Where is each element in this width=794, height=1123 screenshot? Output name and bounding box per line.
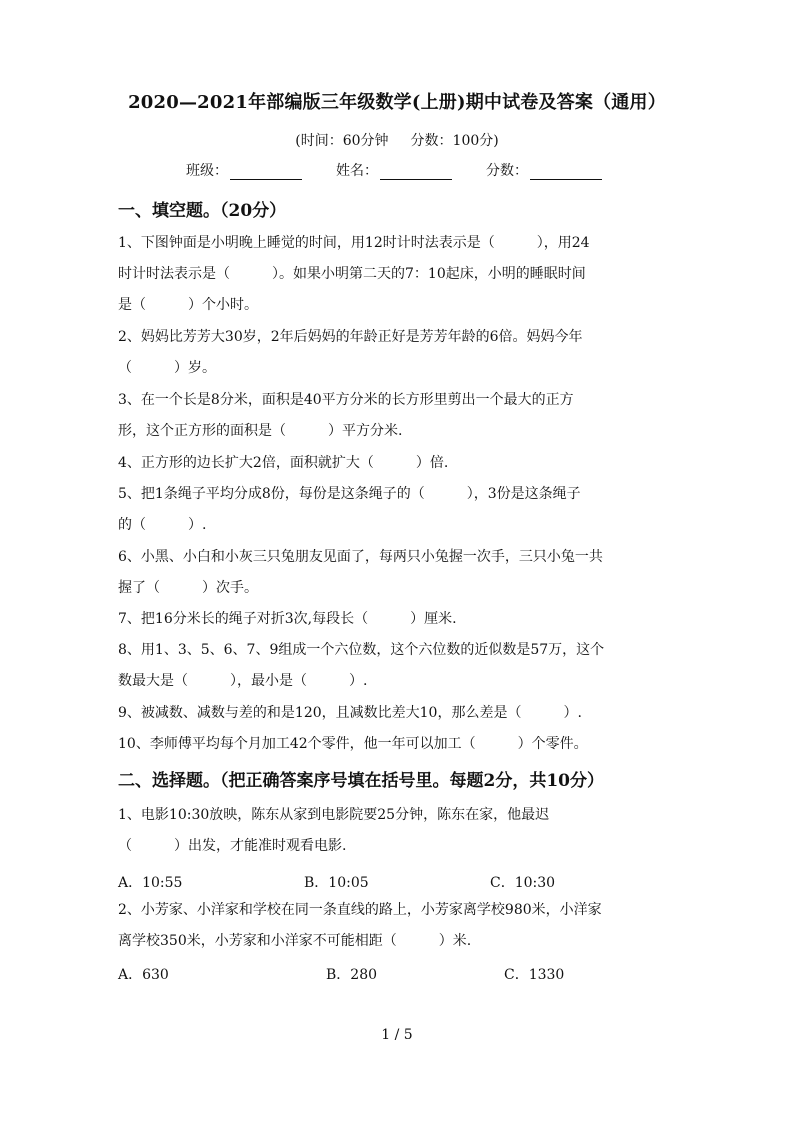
option-c[interactable]: C．10:30 — [490, 875, 556, 891]
exam-time: (时间：60分钟 — [295, 133, 389, 149]
name-blank[interactable] — [380, 163, 452, 180]
question-item — [118, 448, 678, 479]
question-line: 的（ ）. — [118, 517, 207, 533]
name-label: 姓名： — [336, 163, 378, 179]
question-line: 1、下图钟面是小明晚上睡觉的时间，用12时计时法表示是（ ），用24 — [118, 235, 590, 251]
class-blank[interactable] — [230, 163, 302, 180]
option-c[interactable]: C．1330 — [504, 967, 565, 983]
question-line: （ ）岁。 — [118, 360, 216, 376]
question-item — [118, 385, 678, 447]
question-item — [118, 800, 678, 862]
question-item — [118, 479, 678, 541]
score-field — [486, 160, 602, 180]
question-line: 2、小芳家、小洋家和学校在同一条直线的路上，小芳家离学校980米，小洋家 — [118, 902, 602, 918]
question-line: 2、妈妈比芳芳大30岁，2年后妈妈的年龄正好是芳芳年龄的6倍。妈妈今年 — [118, 329, 583, 345]
question-line: 握了（ ）次手。 — [118, 580, 258, 596]
question-item — [118, 604, 678, 635]
question-line: 7、把16分米长的绳子对折3次,每段长（ ）厘米. — [118, 611, 457, 627]
question-line: 5、把1条绳子平均分成8份，每份是这条绳子的（ ），3份是这条绳子 — [118, 486, 581, 502]
student-info-row — [186, 160, 636, 180]
page-number: 1 / 5 — [381, 1027, 413, 1043]
question-line: 是（ ）个小时。 — [118, 297, 258, 313]
section-heading-fill-blank: 一、填空题。（20分） — [118, 201, 287, 221]
section-heading-multiple-choice: 二、选择题。（把正确答案序号填在括号里。每题2分，共10分） — [118, 771, 604, 791]
class-label: 班级： — [186, 163, 228, 179]
question-line: 10、李师傅平均每个月加工42个零件，他一年可以加工（ ）个零件。 — [118, 736, 588, 752]
option-b[interactable]: B．280 — [326, 967, 378, 983]
name-field — [336, 160, 452, 180]
option-a[interactable]: A．10:55 — [118, 875, 183, 891]
question-line: 6、小黑、小白和小灰三只兔朋友见面了，每两只小兔握一次手，三只小兔一共 — [118, 549, 603, 565]
question-item — [118, 698, 678, 729]
score-blank[interactable] — [530, 163, 602, 180]
question-line: （ ）出发，才能准时观看电影. — [118, 838, 347, 854]
option-a[interactable]: A．630 — [118, 967, 169, 983]
question-line: 3、在一个长是8分米，面积是40平方分米的长方形里剪出一个最大的正方 — [118, 392, 574, 408]
question-item — [118, 322, 678, 384]
question-item — [118, 635, 678, 697]
class-field — [186, 160, 302, 180]
page-title: 2020—2021年部编版三年级数学(上册)期中试卷及答案（通用） — [128, 92, 666, 113]
question-line: 离学校350米，小芳家和小洋家不可能相距（ ）米. — [118, 933, 472, 949]
question-line: 数最大是（ ），最小是（ ）. — [118, 673, 368, 689]
exam-total-score: 分数：100分) — [410, 133, 499, 149]
score-label: 分数： — [486, 163, 528, 179]
question-item — [118, 228, 678, 321]
exam-meta — [0, 130, 794, 150]
question-line: 8、用1、3、5、6、7、9组成一个六位数，这个六位数的近似数是57万，这个 — [118, 642, 605, 658]
option-b[interactable]: B．10:05 — [304, 875, 369, 891]
question-line: 形，这个正方形的面积是（ ）平方分米. — [118, 423, 403, 439]
question-item — [118, 542, 678, 604]
question-line: 9、被减数、减数与差的和是120，且减数比差大10，那么差是（ ）. — [118, 705, 582, 721]
question-item — [118, 729, 678, 760]
question-line: 4、正方形的边长扩大2倍，面积就扩大（ ）倍. — [118, 455, 449, 471]
question-line: 1、电影10:30放映，陈东从家到电影院要25分钟，陈东在家，他最迟 — [118, 807, 550, 823]
question-line: 时计时法表示是（ ）。如果小明第二天的7：10起床，小明的睡眠时间 — [118, 266, 586, 282]
question-item — [118, 895, 678, 957]
